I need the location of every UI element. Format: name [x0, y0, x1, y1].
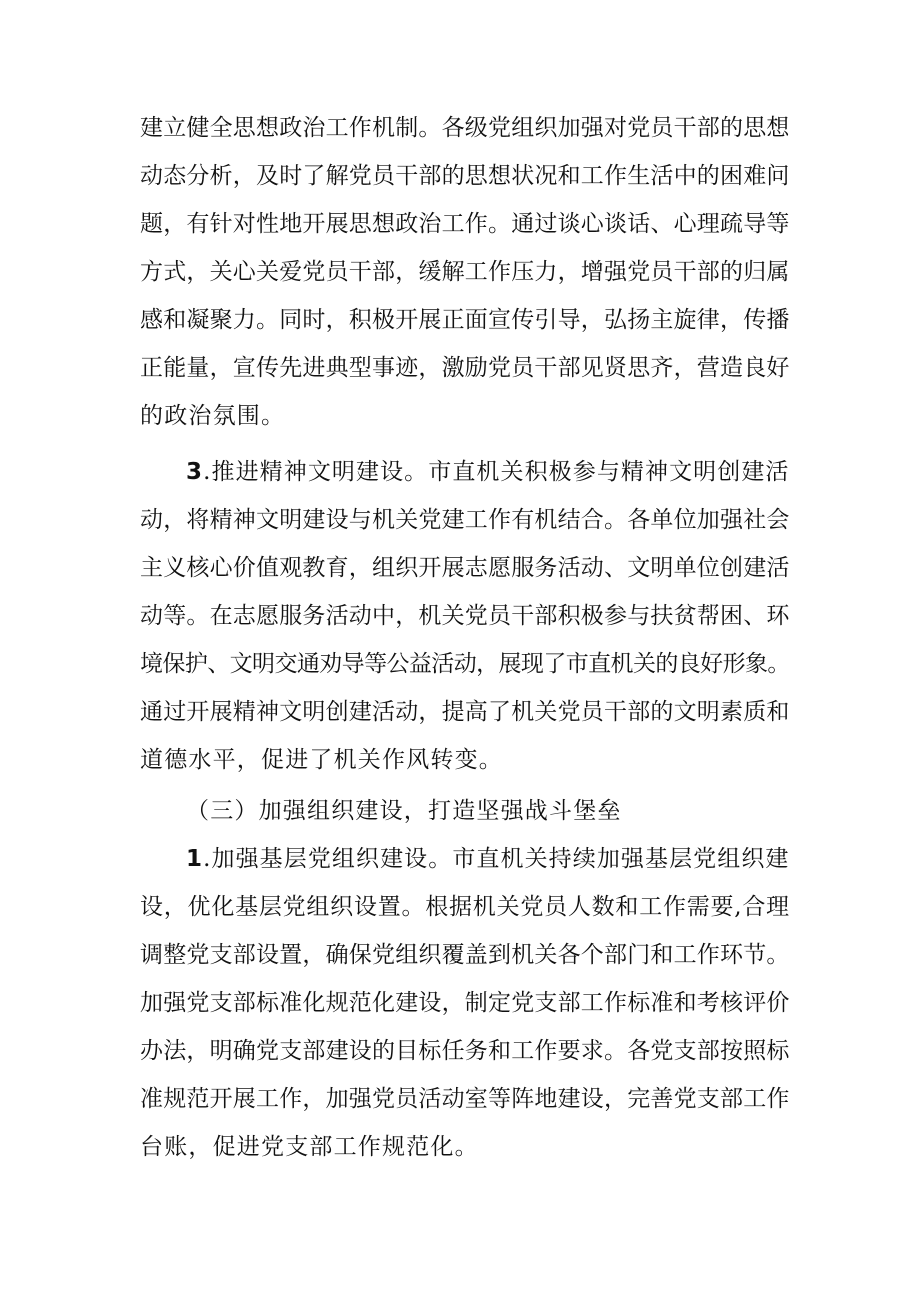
- text-line: 正能量，宣传先进典型事迹，激励党员干部见贤思齐，营造良好: [140, 355, 790, 381]
- paragraph-grassroots-organization: [140, 835, 790, 1171]
- text-line: 台账，促进党支部工作规范化。: [140, 1134, 479, 1160]
- paragraph-political-work: [140, 104, 790, 440]
- text-line: 动等。在志愿服务活动中，机关党员干部积极参与扶贫帮困、环: [140, 603, 790, 629]
- section-heading: （三）加强组织建设，打造坚强战斗堡垒: [186, 798, 622, 824]
- item-number: 3: [186, 459, 204, 485]
- paragraph-spiritual-civilization: [140, 448, 790, 784]
- text-line: 感和凝聚力。同时，积极开展正面宣传引导，弘扬主旋律，传播: [140, 307, 790, 333]
- text-line: 道德水平，促进了机关作风转变。: [140, 747, 503, 773]
- text-line: 动，将精神文明建设与机关党建工作有机结合。各单位加强社会: [140, 507, 790, 533]
- text-line: 方式，关心关爱党员干部，缓解工作压力，增强党员干部的归属: [140, 259, 790, 285]
- item-text: .加强基层党组织建设。市直机关持续加强基层党组织建: [203, 846, 790, 872]
- text-line-first: [140, 448, 790, 496]
- text-line: 调整党支部设置，确保党组织覆盖到机关各个部门和工作环节。: [140, 942, 790, 968]
- text-line: 主义核心价值观教育，组织开展志愿服务活动、文明单位创建活: [140, 555, 790, 581]
- text-line: 加强党支部标准化规范化建设，制定党支部工作标准和考核评价: [140, 990, 790, 1016]
- text-line: 通过开展精神文明创建活动，提高了机关党员干部的文明素质和: [140, 699, 790, 725]
- text-line: 境保护、文明交通劝导等公益活动，展现了市直机关的良好形象。: [140, 651, 790, 677]
- text-line: 动态分析，及时了解党员干部的思想状况和工作生活中的困难问: [140, 163, 790, 189]
- text-line: 办法，明确党支部建设的目标任务和工作要求。各党支部按照标: [140, 1038, 790, 1064]
- text-line: 设，优化基层党组织设置。根据机关党员人数和工作需要,合理: [140, 894, 790, 920]
- item-text: .推进精神文明建设。市直机关积极参与精神文明创建活: [203, 459, 790, 485]
- text-line: 题，有针对性地开展思想政治工作。通过谈心谈话、心理疏导等: [140, 211, 790, 237]
- text-line: 的政治氛围。: [140, 403, 286, 429]
- text-line-first: [140, 835, 790, 883]
- item-number: 1: [186, 846, 204, 872]
- text-line: 准规范开展工作，加强党员活动室等阵地建设，完善党支部工作: [140, 1086, 790, 1112]
- text-line: 建立健全思想政治工作机制。各级党组织加强对党员干部的思想: [140, 115, 790, 141]
